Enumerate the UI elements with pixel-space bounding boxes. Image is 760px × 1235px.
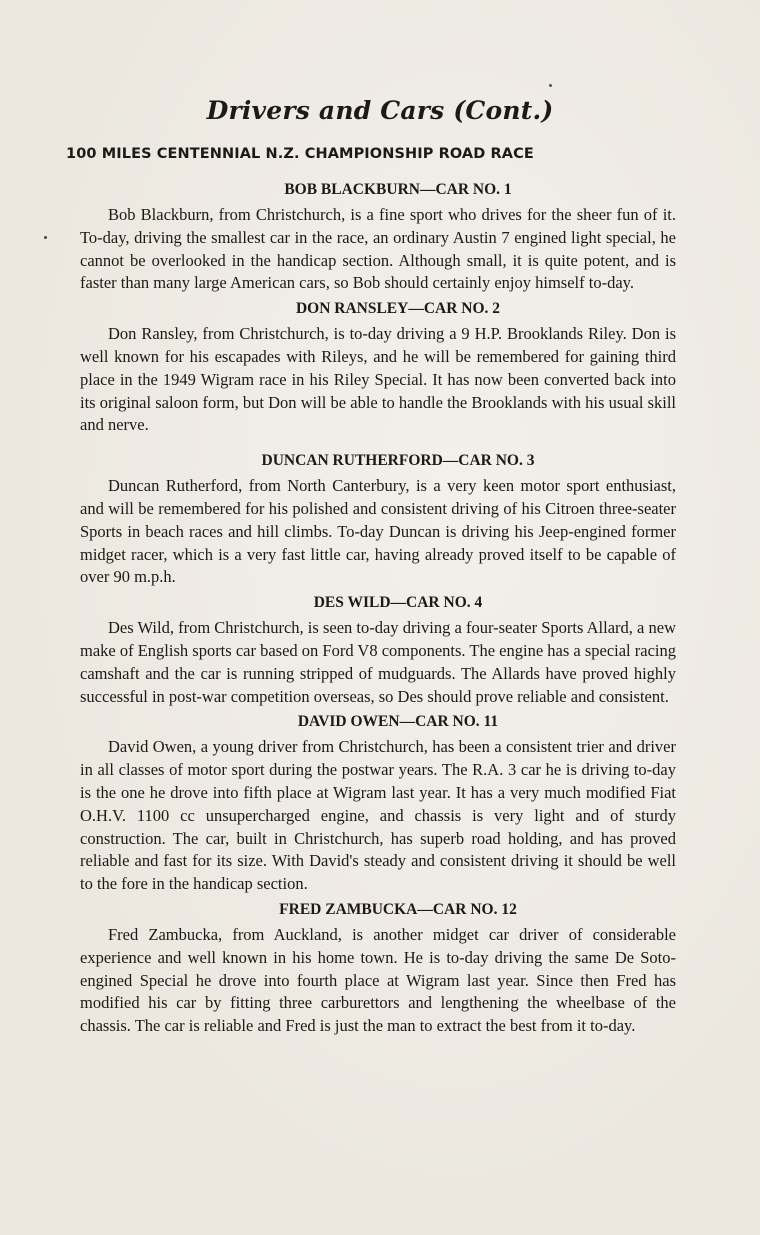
entry-car-12	[80, 896, 676, 1038]
entry-text: Duncan Rutherford, from North Canterbury, is a very keen motor sport enthusiast, and will be remembered for his polished and consistent driving of his Citroen three-seater Sports in beach races and hill climbs. To-day Duncan is driving his Jeep-engined former midget racer, which is a very fast little car, having already proved itself to be capable of over 90 m.p.h.	[80, 476, 676, 587]
entry-car-1	[80, 176, 676, 295]
entry-heading: DES WILD—CAR NO. 4	[313, 594, 483, 612]
entry-text: Fred Zambucka, from Auckland, is another midget car driver of considerable experience and well known in his home town. He is to-day driving the same De Soto-engined Special he drove into fourth place at Wigram last year. Since then Fred has modified his car by fitting three carburettors and lengthening the wheelbase of the chassis. The car is reliable and Fred is just the man to extract the best from it to-day.	[80, 924, 676, 1036]
entry-car-4	[80, 589, 676, 708]
drivers-list	[80, 176, 676, 1038]
margin-dot	[44, 236, 47, 239]
entry-text: Don Ransley, from Christchurch, is to-day driving a 9 H.P. Brooklands Riley. Don is well known for his escapades with Rileys, and he will be remembered for gaining third place in the 1949 Wigram race in his Riley Special. It has now been converted back into its original saloon form, but Don will be able to handle the Brooklands with his usual skill and nerve.	[80, 324, 676, 435]
page-title: Drivers and Cars (Cont.)	[206, 96, 554, 125]
speck-mark	[549, 84, 552, 87]
race-heading: 100 MILES CENTENNIAL N.Z. CHAMPIONSHIP ROAD RACE	[66, 146, 534, 162]
entry-car-11	[80, 708, 676, 896]
entry-car-3	[80, 447, 676, 589]
entry-heading: DAVID OWEN—CAR NO. 11	[297, 713, 499, 731]
entry-heading: BOB BLACKBURN—CAR NO. 1	[284, 181, 512, 198]
entry-heading: DUNCAN RUTHERFORD—CAR NO. 3	[261, 452, 535, 470]
entry-heading: FRED ZAMBUCKA—CAR NO. 12	[279, 900, 517, 918]
entry-text: David Owen, a young driver from Christchurch, has been a consistent trier and driver in all classes of motor sport during the postwar years. The R.A. 3 car he is driving to-day is the one he drove into fifth place at Wigram last year. It has a very much modified Fiat O.H.V. 1100 cc unsupercharged engine, and chassis is very light and of sturdy construction. The car, built in Christchurch, has superb road holding, and has proved reliable and fast for its size. With David's steady and consistent driving it should be well to the fore in the handicap section.	[80, 737, 676, 894]
entry-text: Bob Blackburn, from Christchurch, is a fine sport who drives for the sheer fun of it. To-day, driving the smallest car in the race, an ordinary Austin 7 engined light special, he cannot be overlooked in the handicap section. Although small, it is quite potent, and is faster than many large American cars, so Bob should certainly enjoy himself to-day.	[80, 205, 676, 293]
entry-heading: DON RANSLEY—CAR NO. 2	[295, 300, 501, 318]
entry-text: Des Wild, from Christchurch, is seen to-day driving a four-seater Sports Allard, a new make of English sports car based on Ford V8 components. The engine has a special racing camshaft and the car is running stripped of mudguards. The Allards have proved highly successful in post-war competition overseas, so Des should prove reliable and consistent.	[80, 618, 676, 706]
entry-car-2	[80, 295, 676, 437]
